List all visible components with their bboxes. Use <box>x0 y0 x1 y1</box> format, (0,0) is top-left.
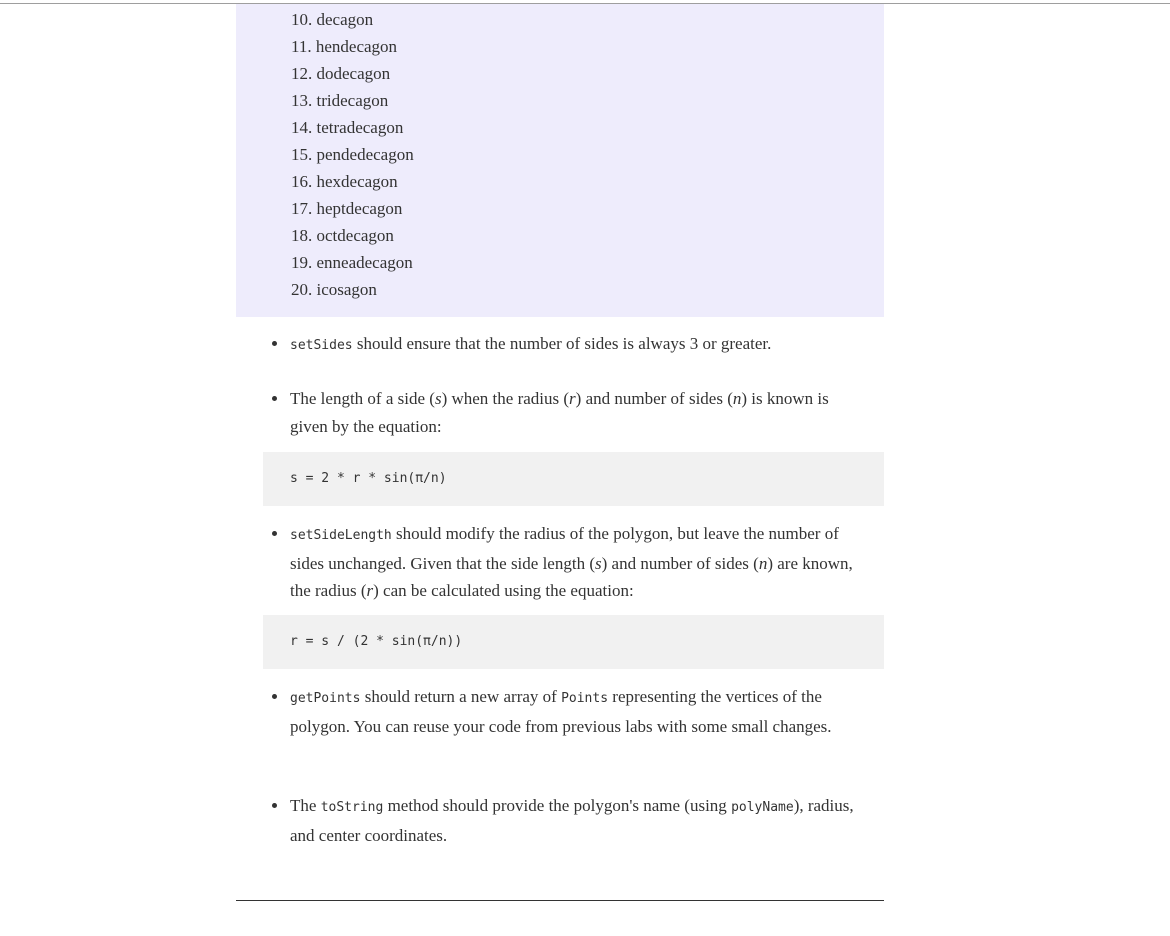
variable-s: s <box>434 389 442 408</box>
text-span: should return a new array of <box>360 687 562 706</box>
code-poly-name: polyName <box>731 800 794 815</box>
code-to-string: toString <box>320 800 384 815</box>
side-equation: s = 2 * r * sin(π/n) <box>290 471 447 486</box>
text-span: representing the vertices of the polygon. You can reuse your code from previous labs with some small changes. <box>290 687 832 736</box>
list-item: 11. hendecagon <box>291 37 398 56</box>
bottom-divider <box>236 900 884 901</box>
list-item: 20. icosagon <box>291 280 377 299</box>
code-block-side-equation <box>263 452 884 506</box>
bullet-dot <box>272 803 277 808</box>
bullet-text <box>290 792 860 849</box>
radius-equation: r = s / (2 * sin(π/n)) <box>290 634 463 649</box>
text-span: The length of a side ( <box>290 389 435 408</box>
list-item: 18. octdecagon <box>291 226 394 245</box>
code-block-radius-equation <box>263 615 884 669</box>
text-span: ) and number of sides ( <box>575 389 733 408</box>
bullet-dot <box>272 341 277 346</box>
text-span: ) can be calculated using the equation: <box>373 581 634 600</box>
text-span: method should provide the polygon's name (using <box>383 796 732 815</box>
bullet-text <box>290 330 860 360</box>
variable-s: s <box>594 553 602 573</box>
bullet-text <box>290 683 860 740</box>
bullet-text <box>290 385 860 440</box>
text-span: ) are known, the radius ( <box>290 553 853 600</box>
polygon-names-list <box>291 6 414 303</box>
list-item: 15. pendedecagon <box>291 145 414 164</box>
variable-r: r <box>569 389 576 408</box>
list-item: 17. heptdecagon <box>291 199 403 218</box>
text-span: ), radius, and center coordinates. <box>290 796 854 845</box>
text-span: ) when the radius ( <box>441 389 570 408</box>
list-item: 14. tetradecagon <box>291 118 404 137</box>
list-item: 10. decagon <box>291 10 374 29</box>
code-set-side-length: setSideLength <box>290 528 392 543</box>
bullet-dot <box>272 531 277 536</box>
bullet-dot <box>272 694 277 699</box>
text-span: ) is known is given by the equation: <box>290 389 829 436</box>
list-item: 16. hexdecagon <box>291 172 398 191</box>
code-points: Points <box>561 691 609 706</box>
list-item: 13. tridecagon <box>291 91 389 110</box>
code-get-points: getPoints <box>290 691 361 706</box>
list-item: 12. dodecagon <box>291 64 391 83</box>
variable-n: n <box>758 553 768 573</box>
text-span: should modify the radius of the polygon, but leave the number of sides unchanged. Given that the side length ( <box>290 524 839 573</box>
variable-r: r <box>366 581 374 600</box>
bullet-text <box>290 520 860 605</box>
text-span: ) and number of sides ( <box>601 553 759 573</box>
variable-n: n <box>732 389 742 408</box>
text-span: should ensure that the number of sides is always 3 or greater. <box>352 334 772 353</box>
list-item: 19. enneadecagon <box>291 253 413 272</box>
text-span: The <box>290 796 321 815</box>
bullet-dot <box>272 396 277 401</box>
code-set-sides: setSides <box>290 338 353 353</box>
